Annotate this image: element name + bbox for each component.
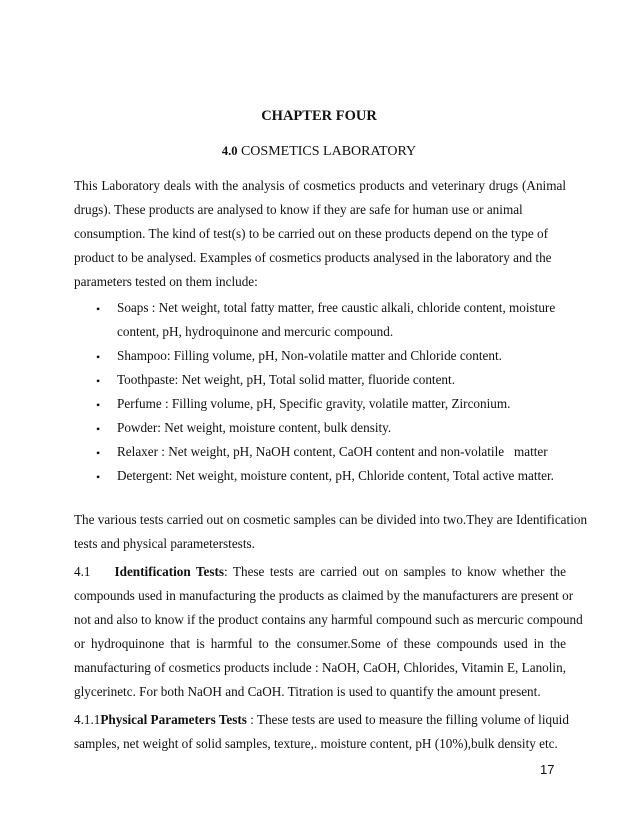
physical-number: 4.1.1 [74,712,101,727]
identification-number: 4.1 [74,564,91,579]
bullet-marker: • [96,302,101,316]
bullet-marker: • [96,398,101,412]
para2-line: The various tests carried out on cosmetic samples can be divided into two.They are Identification [74,512,588,527]
identification-line: glycerinetc. For both NaOH and CaOH. Titration is used to quantify the amount present. [74,684,541,699]
bullet-detergent: Detergent: Net weight, moisture content, pH, Chloride content, Total active matter. [117,468,554,483]
identification-line: manufacturing of cosmetics products include : NaOH, CaOH, Chlorides, Vitamin E, Lanolin, [74,660,566,675]
identification-heading: Identification Tests [114,564,225,579]
bullet-relaxer: Relaxer : Net weight, pH, NaOH content, CaOH content and non-volatile matter [117,444,548,459]
identification-line: or hydroquinone that is harmful to the consumer.Some of these compounds used in the [74,636,566,651]
intro-line: drugs). These products are analysed to know if they are safe for human use or animal [74,202,523,217]
bullet-marker: • [96,446,101,460]
bullet-marker: • [96,374,101,388]
bullet-perfume: Perfume : Filling volume, pH, Specific gravity, volatile matter, Zirconium. [117,396,511,411]
bullet-powder: Powder: Net weight, moisture content, bulk density. [117,420,392,435]
identification-line: compounds used in manufacturing the products as claimed by the manufacturers are present or [74,588,574,603]
physical-first-line-rest: : These tests are used to measure the filling volume of liquid [246,712,569,727]
para2-line: tests and physical parameterstests. [74,536,255,551]
bullet-toothpaste: Toothpaste: Net weight, pH, Total solid matter, fluoride content. [117,372,455,387]
intro-line: product to be analysed. Examples of cosmetics products analysed in the laboratory and the [74,250,552,265]
section-number: 4.0 [221,144,238,158]
physical-heading: Physical Parameters Tests [100,712,247,727]
bullet-marker: • [96,422,101,436]
bullet-soaps: Soaps : Net weight, total fatty matter, free caustic alkali, chloride content, moisture [117,300,556,315]
bullet-shampoo: Shampoo: Filling volume, pH, Non-volatile matter and Chloride content. [117,348,502,363]
physical-first-line [74,712,569,728]
page-number: 17 [540,762,555,777]
physical-line: samples, net weight of solid samples, texture,. moisture content, pH (10%),bulk density etc. [74,736,558,751]
section-title [0,144,638,160]
intro-line: consumption. The kind of test(s) to be carried out on these products depend on the type of [74,226,549,241]
bullet-marker: • [96,470,101,484]
section-title-text: COSMETICS LABORATORY [240,144,417,159]
intro-line: This Laboratory deals with the analysis of cosmetics products and veterinary drugs (Animal [74,178,566,193]
bullet-marker: • [96,350,101,364]
identification-text [114,564,566,580]
chapter-title: CHAPTER FOUR [261,108,377,124]
bullet-soaps-continued: content, pH, hydroquinone and mercuric compound. [117,324,394,339]
identification-line: not and also to know if the product contains any harmful compound such as mercuric compound [74,612,583,627]
intro-line: parameters tested on them include: [74,274,258,289]
identification-first-line [74,564,566,580]
identification-first-line-rest: : These tests are carried out on samples to know whether the [224,564,566,579]
